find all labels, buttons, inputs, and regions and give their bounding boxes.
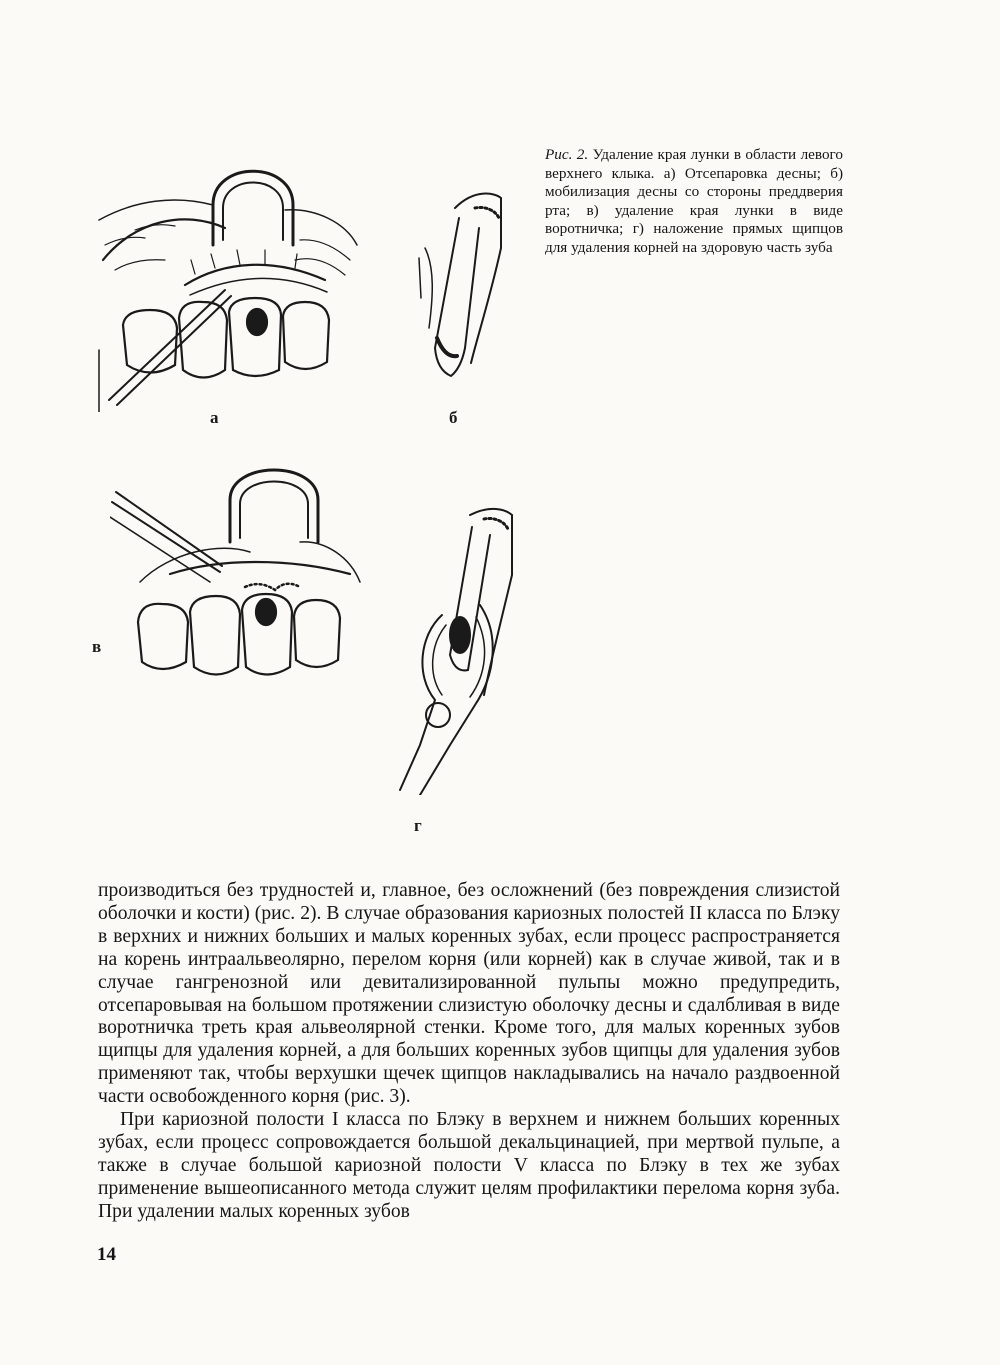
figure-caption	[545, 146, 843, 258]
figure-caption-label: Рис. 2.	[545, 146, 589, 163]
figure-label-a: а	[210, 408, 219, 427]
paragraph-2: При кариозной полости I класса по Блэку в верхнем и нижнем больших коренных зубах, если процесс сопровождается большой декальцинацией, при мертвой пульпе, а также в случае большой кариозной полости V класса по Блэку в тех же зубах применение вышеописанного метода служит целям профилактики перелома корня зуба. При удалении малых коренных зубов	[98, 1109, 840, 1222]
page-number: 14	[97, 1244, 116, 1265]
figure-v-socket-edge-removal	[110, 462, 365, 692]
paragraph-1: производиться без трудностей и, главное, без осложнений (без повреждения слизистой оболочки и кости) (рис. 2). В случае образования кариозных полостей II класса по Блэку в верхних и нижних больших и малых коренных зубах, если процесс распространяется на корень интраальвеолярно, перелом корня (или корней) как в случае живой, так и в случае гангренозной или девитализированной пульпы можно предупредить, отсепаровывая на большом протяжении слизистую оболочку десны и сдалбливая в виде воротничка треть края альвеолярной стенки. Кроме того, для малых коренных зубов щипцы для удаления корней, а для больших коренных зубов щипцы для удаления зубов применяют так, чтобы верхушки щечек щипцов накладывались на начало раздвоенной части освобожденного корня (рис. 3).	[98, 880, 840, 1108]
figure-label-g: г	[414, 816, 422, 835]
figure-g-forceps-applied	[380, 505, 520, 795]
body-text	[98, 880, 840, 1224]
figure-label-b: б	[449, 408, 458, 427]
figure-b-gum-mobilization	[415, 188, 505, 388]
figure-a-gum-detachment	[95, 150, 365, 412]
figure-caption-text: Удаление края лунки в области левого верхнего клыка. а) Отсепаровка десны; б) мобилизация десны со стороны преддверия рта; в) удаление края лунки в виде воротничка; г) наложение прямых щипцов для удаления корней на здоровую часть зуба	[545, 146, 843, 256]
figure-label-v: в	[92, 637, 102, 656]
